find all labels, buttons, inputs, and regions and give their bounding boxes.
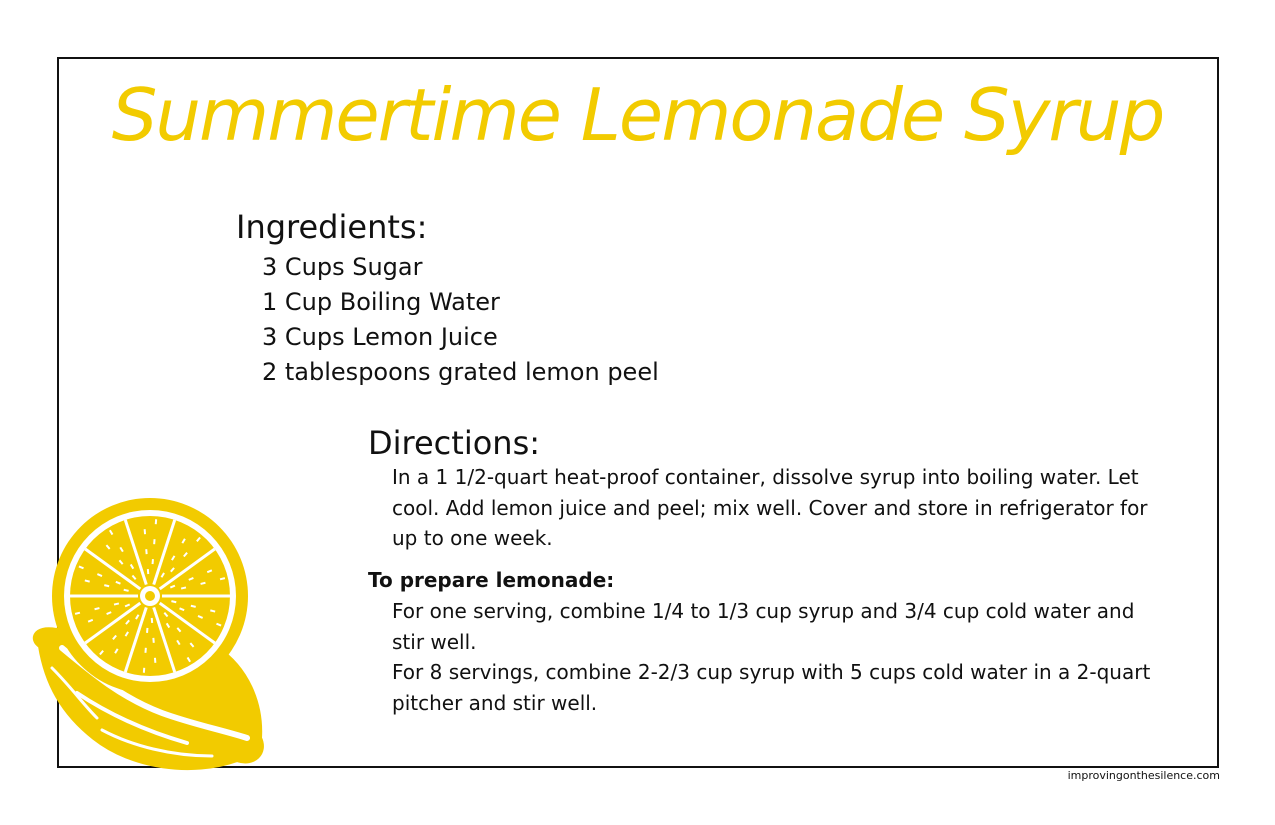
prepare-heading: To prepare lemonade: bbox=[368, 568, 615, 592]
site-credit: improvingonthesilence.com bbox=[1067, 769, 1220, 782]
directions-text: In a 1 1/2-quart heat-proof container, dissolve syrup into boiling water. Let cool. Add lemon juice and peel; mix well. Cover and store in refrigerator for up to one week. bbox=[392, 465, 1148, 550]
ingredient-item: 3 Cups Sugar bbox=[262, 253, 423, 281]
prepare-step: For one serving, combine 1/4 to 1/3 cup syrup and 3/4 cup cold water and stir well. bbox=[392, 599, 1135, 654]
ingredient-item: 3 Cups Lemon Juice bbox=[262, 323, 498, 351]
prepare-step: For 8 servings, combine 2-2/3 cup syrup with 5 cups cold water in a 2-quart pitcher and stir well. bbox=[392, 660, 1151, 715]
ingredient-item: 1 Cup Boiling Water bbox=[262, 288, 500, 316]
ingredient-item: 2 tablespoons grated lemon peel bbox=[262, 358, 659, 386]
ingredients-heading: Ingredients: bbox=[236, 208, 428, 246]
ingredient-list bbox=[262, 250, 659, 390]
directions-heading: Directions: bbox=[368, 424, 541, 462]
recipe-title: Summertime Lemonade Syrup bbox=[111, 73, 1164, 157]
lemon-icon bbox=[22, 498, 272, 788]
lemon-slice bbox=[52, 498, 248, 694]
